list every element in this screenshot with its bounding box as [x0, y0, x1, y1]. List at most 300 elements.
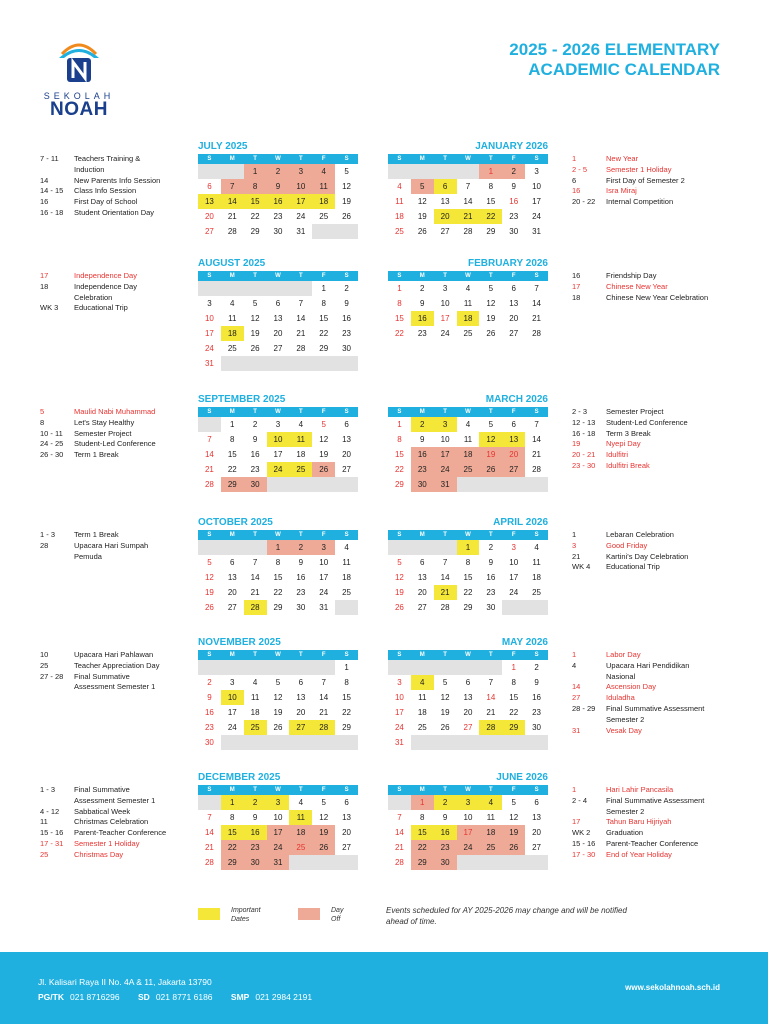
day-cell: 29 [502, 720, 525, 735]
event-row [40, 439, 200, 450]
day-cell: 8 [344, 678, 349, 687]
month-events [572, 530, 742, 573]
day-cell: 15 [394, 450, 404, 459]
day-cell: 4 [465, 420, 471, 429]
day-cell: 8 [230, 813, 235, 822]
day-cell: 20 [417, 588, 427, 597]
day-cell: 11 [486, 813, 495, 822]
weekday-header: T [479, 530, 502, 540]
empty-day-cell [198, 164, 221, 179]
day-cell: 18 [457, 447, 480, 462]
event-date [40, 682, 74, 693]
day-cell: 8 [244, 179, 267, 194]
weekday-header: W [267, 407, 290, 417]
empty-day-cell [289, 735, 312, 750]
day-cell: 17 [532, 197, 542, 206]
day-cell: 6 [230, 558, 235, 567]
day-cell: 28 [440, 603, 450, 612]
day-cell: 11 [289, 810, 312, 825]
day-cell: 5 [252, 299, 258, 308]
weekday-header: M [221, 271, 244, 281]
event-date: 2 - 3 [572, 407, 588, 416]
day-cell: 2 [534, 663, 539, 672]
event-row [572, 682, 742, 693]
day-cell: 3 [511, 543, 516, 552]
event-date: 1 [572, 154, 577, 163]
empty-day-cell [221, 735, 244, 750]
day-cell: 30 [532, 723, 542, 732]
event-date: 5 [40, 407, 45, 416]
weekday-header: S [525, 650, 548, 660]
sd-phone: 021 8771 6186 [155, 992, 213, 1002]
weekday-header: S [525, 407, 548, 417]
empty-day-cell [434, 164, 457, 179]
day-cell: 27 [204, 227, 214, 236]
empty-day-cell [411, 735, 434, 750]
empty-day-cell [198, 660, 221, 675]
day-cell: 22 [509, 708, 519, 717]
weekday-header: S [198, 650, 221, 660]
month-grid [388, 650, 548, 750]
day-cell: 23 [244, 840, 267, 855]
event-title: Educational Trip [74, 303, 128, 313]
event-title: Parent-Teacher Conference [606, 838, 699, 848]
day-cell: 27 [342, 843, 352, 852]
day-cell: 23 [296, 588, 306, 597]
month-calendar [388, 140, 548, 239]
day-cell: 21 [457, 209, 480, 224]
empty-day-cell [312, 855, 335, 870]
event-row [40, 282, 200, 293]
event-title: Upacara Hari Pahlawan [74, 650, 154, 659]
day-cell: 5 [321, 798, 326, 807]
day-cell: 9 [298, 558, 304, 567]
event-title: Maulid Nabi Muhammad [74, 407, 156, 416]
legend-important-line2: Dates [231, 916, 250, 923]
event-title: Christmas Celebration [74, 817, 149, 827]
day-cell: 3 [207, 299, 212, 308]
weekday-header: S [335, 785, 358, 795]
day-cell: 16 [434, 825, 457, 840]
empty-day-cell [502, 735, 525, 750]
event-date: 3 [572, 540, 577, 550]
weekday-header: S [335, 271, 358, 281]
page-title [509, 40, 720, 80]
weekday-header: T [289, 271, 312, 281]
day-cell: 22 [250, 212, 260, 221]
event-row [572, 176, 742, 187]
month-events [40, 154, 200, 219]
event-row [40, 828, 200, 839]
day-cell: 28 [296, 344, 306, 353]
event-title: Parent-Teacher Conference [74, 828, 167, 838]
empty-day-cell [221, 660, 244, 675]
event-title: Student-Led Conference [74, 439, 156, 449]
day-cell: 2 [420, 284, 425, 293]
day-cell: 29 [221, 477, 244, 492]
day-cell: 1 [221, 795, 244, 810]
event-date: WK 2 [572, 828, 591, 838]
empty-day-cell [198, 281, 221, 296]
day-off-legend [331, 906, 343, 924]
day-cell: 9 [442, 813, 448, 822]
day-cell: 17 [289, 194, 312, 209]
day-cell: 20 [434, 209, 457, 224]
day-cell: 15 [342, 693, 352, 702]
day-cell: 16 [244, 825, 267, 840]
day-cell: 26 [342, 212, 352, 221]
day-cell: 3 [442, 284, 448, 293]
event-row [40, 796, 200, 807]
day-cell: 23 [486, 588, 496, 597]
day-cell: 11 [532, 558, 541, 567]
month-title: OCTOBER 2025 [198, 517, 273, 528]
day-cell: 18 [457, 311, 480, 326]
event-title: Idulfitri Break [606, 460, 650, 470]
day-cell: 6 [344, 420, 349, 429]
day-cell: 13 [198, 194, 221, 209]
weekday-header: M [221, 650, 244, 660]
event-date [40, 293, 74, 304]
day-cell: 20 [532, 828, 542, 837]
day-cell: 9 [420, 299, 425, 308]
empty-day-cell [457, 855, 480, 870]
day-cell: 16 [296, 573, 306, 582]
event-title: Pemuda [74, 551, 102, 561]
event-title: Hari Lahir Pancasila [606, 785, 674, 794]
empty-day-cell [221, 281, 244, 296]
day-cell: 14 [250, 573, 260, 582]
day-cell: 22 [394, 465, 404, 474]
event-row [572, 807, 742, 818]
day-cell: 25 [342, 588, 352, 597]
day-cell: 18 [479, 825, 502, 840]
event-date: 6 [572, 175, 577, 185]
month-grid [198, 154, 358, 239]
day-cell: 22 [411, 840, 434, 855]
day-cell: 19 [250, 329, 260, 338]
day-cell: 8 [397, 299, 402, 308]
empty-day-cell [335, 356, 358, 371]
weekday-header: S [335, 530, 358, 540]
empty-day-cell [502, 855, 525, 870]
event-date: 24 - 25 [40, 439, 64, 449]
event-row [40, 661, 200, 672]
day-cell: 10 [440, 435, 450, 444]
event-row [40, 208, 200, 219]
day-cell: 5 [321, 420, 326, 429]
event-date: 17 - 31 [40, 838, 64, 848]
weekday-header: T [289, 154, 312, 164]
event-title: Sabbatical Week [74, 806, 131, 816]
empty-day-cell [289, 855, 312, 870]
day-cell: 19 [417, 212, 427, 221]
day-cell: 4 [465, 284, 471, 293]
event-date [40, 165, 74, 176]
day-cell: 17 [394, 708, 404, 717]
weekday-header: F [502, 650, 525, 660]
day-cell: 11 [342, 558, 351, 567]
day-cell: 13 [342, 435, 352, 444]
empty-day-cell [411, 660, 434, 675]
day-cell: 8 [230, 435, 235, 444]
day-cell: 30 [434, 855, 457, 870]
month-grid [388, 271, 548, 341]
day-cell: 10 [509, 558, 519, 567]
day-cell: 31 [296, 227, 306, 236]
day-cell: 9 [344, 299, 349, 308]
weekday-header: T [244, 650, 267, 660]
day-cell: 13 [273, 314, 283, 323]
day-cell: 21 [532, 314, 542, 323]
weekday-header: M [411, 271, 434, 281]
day-cell: 16 [411, 311, 434, 326]
day-cell: 15 [319, 314, 329, 323]
day-cell: 16 [486, 573, 496, 582]
weekday-header: W [267, 154, 290, 164]
event-row [40, 197, 200, 208]
day-cell: 20 [204, 212, 214, 221]
day-cell: 13 [532, 813, 542, 822]
day-cell: 19 [204, 588, 214, 597]
event-title: Upacara Hari Pendidikan [606, 660, 690, 670]
event-row [572, 461, 742, 472]
event-title: Nasional [606, 671, 636, 681]
day-cell: 11 [463, 299, 473, 308]
pgtk-label: PG/TK [38, 992, 64, 1002]
month-events [40, 785, 200, 861]
day-cell: 29 [221, 855, 244, 870]
empty-day-cell [457, 660, 480, 675]
event-date: 16 [40, 197, 49, 207]
day-cell: 17 [204, 329, 214, 338]
day-cell: 11 [312, 179, 335, 194]
weekday-header: W [267, 650, 290, 660]
day-cell: 9 [511, 182, 516, 191]
weekday-header: F [502, 785, 525, 795]
event-date: 28 - 29 [572, 703, 596, 713]
legend-dayoff-line2: Off [331, 916, 341, 923]
weekday-header: F [502, 530, 525, 540]
website-link[interactable]: www.sekolahnoah.sch.id [625, 983, 720, 992]
event-title: Kartini's Day Celebration [606, 551, 689, 561]
weekday-header: T [479, 407, 502, 417]
day-cell: 22 [227, 465, 237, 474]
empty-day-cell [244, 281, 267, 296]
empty-day-cell [244, 735, 267, 750]
event-row [40, 429, 200, 440]
legend-important-line1: Important [231, 907, 261, 914]
weekday-header: T [479, 785, 502, 795]
event-date: 20 - 22 [572, 197, 596, 207]
legend-dayoff-line1: Day [331, 907, 344, 914]
day-cell: 15 [509, 693, 519, 702]
day-cell: 2 [289, 540, 312, 555]
month-grid [198, 271, 358, 371]
month-events [572, 154, 742, 208]
weekday-header: S [335, 407, 358, 417]
day-cell: 17 [273, 450, 283, 459]
empty-day-cell [479, 855, 502, 870]
empty-day-cell [479, 660, 502, 675]
empty-day-cell [312, 477, 335, 492]
event-row [572, 672, 742, 683]
month-calendar [198, 771, 358, 870]
day-cell: 28 [312, 720, 335, 735]
event-row [572, 186, 742, 197]
important-dates-swatch [198, 908, 220, 920]
day-cell: 23 [342, 329, 352, 338]
day-cell: 9 [267, 179, 290, 194]
day-cell: 14 [296, 314, 306, 323]
weekday-header: W [457, 650, 480, 660]
footer-phones [38, 992, 328, 1002]
event-date: 10 - 11 [40, 428, 63, 438]
schedule-change-note: Events scheduled for AY 2025-2026 may change and will be notified ahead of time. [386, 906, 627, 926]
day-cell: 19 [273, 708, 283, 717]
month-events [572, 785, 742, 861]
event-date: 1 [572, 650, 577, 659]
day-cell: 23 [509, 212, 519, 221]
event-date: 16 - 18 [572, 428, 596, 438]
day-cell: 7 [207, 435, 212, 444]
weekday-header: S [525, 785, 548, 795]
month-events [572, 650, 742, 736]
day-cell: 5 [511, 798, 516, 807]
day-cell: 13 [342, 813, 352, 822]
day-cell: 5 [207, 558, 212, 567]
event-date: WK 4 [572, 562, 591, 572]
day-cell: 14 [532, 299, 542, 308]
weekday-header: F [502, 271, 525, 281]
day-cell: 28 [479, 720, 502, 735]
event-date: 17 [572, 817, 581, 827]
weekday-header: S [198, 530, 221, 540]
day-cell: 24 [434, 462, 457, 477]
pgtk-phone: 021 8716296 [69, 992, 120, 1002]
footer-address: Jl. Kalisari Raya II No. 4A & 11, Jakarta 13790 [38, 977, 212, 987]
weekday-header: M [411, 407, 434, 417]
day-cell: 18 [221, 326, 244, 341]
event-title: Iduladha [606, 693, 635, 703]
day-cell: 27 [342, 465, 352, 474]
event-date: 4 - 12 [40, 806, 60, 816]
event-title: Semester 2 [606, 806, 645, 816]
day-cell: 7 [207, 813, 212, 822]
weekday-header: F [312, 271, 335, 281]
event-row [40, 293, 200, 304]
day-cell: 16 [509, 197, 519, 206]
event-date: 14 - 15 [40, 186, 64, 196]
day-cell: 14 [532, 435, 542, 444]
event-title: Teachers Training & [74, 154, 141, 163]
day-cell: 10 [319, 558, 329, 567]
month-calendar [198, 393, 358, 492]
event-row [572, 661, 742, 672]
event-date: 7 - 11 [40, 154, 59, 163]
day-cell: 30 [486, 603, 496, 612]
event-title: Term 1 Break [74, 450, 119, 460]
event-row [572, 839, 742, 850]
day-cell: 20 [273, 329, 283, 338]
day-cell: 8 [275, 558, 281, 567]
day-cell: 10 [204, 314, 214, 323]
day-cell: 25 [394, 227, 404, 236]
day-cell: 15 [411, 825, 434, 840]
day-cell: 4 [534, 543, 539, 552]
event-title: Christmas Day [74, 849, 124, 859]
day-cell: 6 [298, 678, 304, 687]
weekday-header: F [312, 154, 335, 164]
day-cell: 23 [532, 708, 542, 717]
day-cell: 21 [394, 843, 404, 852]
event-row [572, 165, 742, 176]
day-cell: 5 [411, 179, 434, 194]
empty-day-cell [502, 477, 525, 492]
event-row [40, 541, 200, 552]
event-title: Final Summative [74, 785, 130, 794]
event-date: 28 [40, 540, 49, 550]
day-cell: 17 [434, 447, 457, 462]
day-cell: 14 [394, 828, 404, 837]
day-cell: 27 [273, 344, 283, 353]
event-row [572, 282, 742, 293]
day-cell: 25 [463, 329, 473, 338]
month-grid [198, 650, 358, 750]
day-cell: 12 [417, 197, 427, 206]
day-cell: 3 [434, 417, 457, 432]
event-row [40, 271, 200, 282]
day-cell: 8 [488, 182, 494, 191]
day-cell: 28 [204, 480, 214, 489]
empty-day-cell [289, 477, 312, 492]
empty-day-cell [221, 164, 244, 179]
weekday-header: T [289, 785, 312, 795]
event-title: Vesak Day [606, 725, 642, 735]
event-title: Semester 2 [606, 714, 645, 724]
event-date: 1 - 3 [40, 785, 56, 794]
day-cell: 29 [486, 227, 496, 236]
month-title: JULY 2025 [198, 141, 248, 152]
day-cell: 8 [420, 813, 425, 822]
day-cell: 24 [532, 212, 542, 221]
smp-phone: 021 2984 2191 [255, 992, 313, 1002]
day-cell: 4 [298, 420, 304, 429]
day-cell: 7 [488, 678, 494, 687]
day-cell: 2 [207, 678, 212, 687]
month-events [40, 530, 200, 562]
event-title: Student-Led Conference [606, 417, 688, 427]
day-cell: 21 [250, 588, 260, 597]
day-cell: 8 [321, 299, 326, 308]
event-date: 8 [40, 417, 45, 427]
month-grid [198, 530, 358, 615]
event-date: 27 [572, 693, 581, 703]
day-cell: 20 [296, 708, 306, 717]
day-cell: 14 [440, 573, 450, 582]
event-row [572, 418, 742, 429]
event-row [572, 552, 742, 563]
day-cell: 29 [342, 723, 352, 732]
weekday-header: T [479, 650, 502, 660]
event-title: Term 1 Break [74, 530, 119, 539]
event-title: Idulfitri [606, 450, 629, 460]
month-grid [388, 154, 548, 239]
day-cell: 18 [532, 573, 542, 582]
day-cell: 14 [319, 693, 329, 702]
day-cell: 18 [342, 573, 352, 582]
day-cell: 19 [312, 825, 335, 840]
